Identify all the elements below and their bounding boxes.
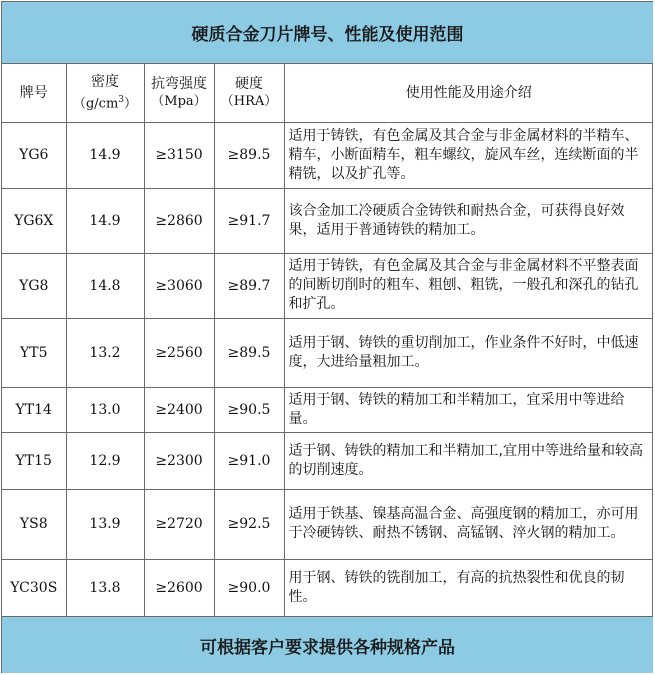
density-unit-post: ） [124,95,138,111]
cell-density: 13.0 [66,387,144,432]
header-hardness [214,64,284,122]
header-usage: 使用性能及用途介绍 [284,64,653,122]
cell-usage: 用于钢、铸铁的铣削加工，有高的抗热裂性和优良的韧性。 [284,559,653,616]
spec-table [2,64,653,616]
cell-strength: ≥3060 [144,253,214,318]
cell-hardness: ≥90.5 [214,387,284,432]
header-strength-label: 抗弯强度 [151,75,207,92]
cell-usage: 适用于铸铁，有色金属及其合金与非金属材料不平整表面的间断切削时的粗车、粗刨、粗铣，一般孔和深孔的钻孔和扩孔。 [284,253,653,318]
density-unit-pre: （g/cm [72,95,119,111]
cell-hardness: ≥91.7 [214,188,284,253]
cell-grade: YT5 [2,318,66,387]
cell-grade: YG6X [2,188,66,253]
header-density [66,64,144,122]
cell-strength: ≥2400 [144,387,214,432]
header-hardness-unit: （HRA） [220,93,278,109]
cell-density: 13.2 [66,318,144,387]
table-row [2,432,653,489]
cell-density: 14.9 [66,188,144,253]
table-row [2,318,653,387]
cell-strength: ≥2560 [144,318,214,387]
table-row [2,188,653,253]
cell-grade: YT14 [2,387,66,432]
header-density-label: 密度 [91,73,119,90]
density-unit-sup: 3 [118,94,125,105]
cell-strength: ≥2300 [144,432,214,489]
cell-strength: ≥2860 [144,188,214,253]
table-row [2,387,653,432]
cell-grade: YG8 [2,253,66,318]
cell-hardness: ≥90.0 [214,559,284,616]
cell-hardness: ≥89.5 [214,318,284,387]
footer-note: 可根据客户要求提供各种规格产品 [2,616,653,673]
header-strength [144,64,214,122]
header-row [2,64,653,122]
cell-usage: 该合金加工冷硬质合金铸铁和耐热合金，可获得良好效果，适用于普通铸铁的精加工。 [284,188,653,253]
cell-density: 14.8 [66,253,144,318]
cell-grade: YS8 [2,489,66,559]
table-row [2,122,653,188]
cell-grade: YC30S [2,559,66,616]
cell-usage: 适用于钢、铸铁的精加工和半精加工，宜采用中等进给量。 [284,387,653,432]
header-density-unit [67,91,144,113]
cell-strength: ≥2600 [144,559,214,616]
cell-hardness: ≥89.7 [214,253,284,318]
cell-grade: YT15 [2,432,66,489]
cell-density: 14.9 [66,122,144,188]
cell-usage: 适用于钢、铸铁的重切削加工，作业条件不好时，中低速度，大进给量粗加工。 [284,318,653,387]
cell-density: 12.9 [66,432,144,489]
cell-usage: 适于钢、铸铁的精加工和半精加工,宜用中等进给量和较高的切削速度。 [284,432,653,489]
cell-density: 13.9 [66,489,144,559]
table-title: 硬质合金刀片牌号、性能及使用范围 [2,2,653,64]
header-hardness-label: 硬度 [235,75,263,92]
cell-usage: 适用于铁基、镍基高温合金、高强度钢的精加工，亦可用于冷硬铸铁、耐热不锈钢、高锰钢、淬火钢的精加工。 [284,489,653,559]
table-row [2,559,653,616]
cell-density: 13.8 [66,559,144,616]
cell-hardness: ≥92.5 [214,489,284,559]
header-grade: 牌号 [2,64,66,122]
cell-hardness: ≥89.5 [214,122,284,188]
header-strength-unit: （Mpa） [151,93,207,109]
cell-grade: YG6 [2,122,66,188]
table-row [2,253,653,318]
cell-strength: ≥2720 [144,489,214,559]
cell-usage: 适用于铸铁，有色金属及其合金与非金属材料的半精车、精车，小断面精车，粗车螺纹，旋风车丝，连续断面的半精铣，以及扩孔等。 [284,122,653,188]
cell-strength: ≥3150 [144,122,214,188]
cell-hardness: ≥91.0 [214,432,284,489]
table-row [2,489,653,559]
